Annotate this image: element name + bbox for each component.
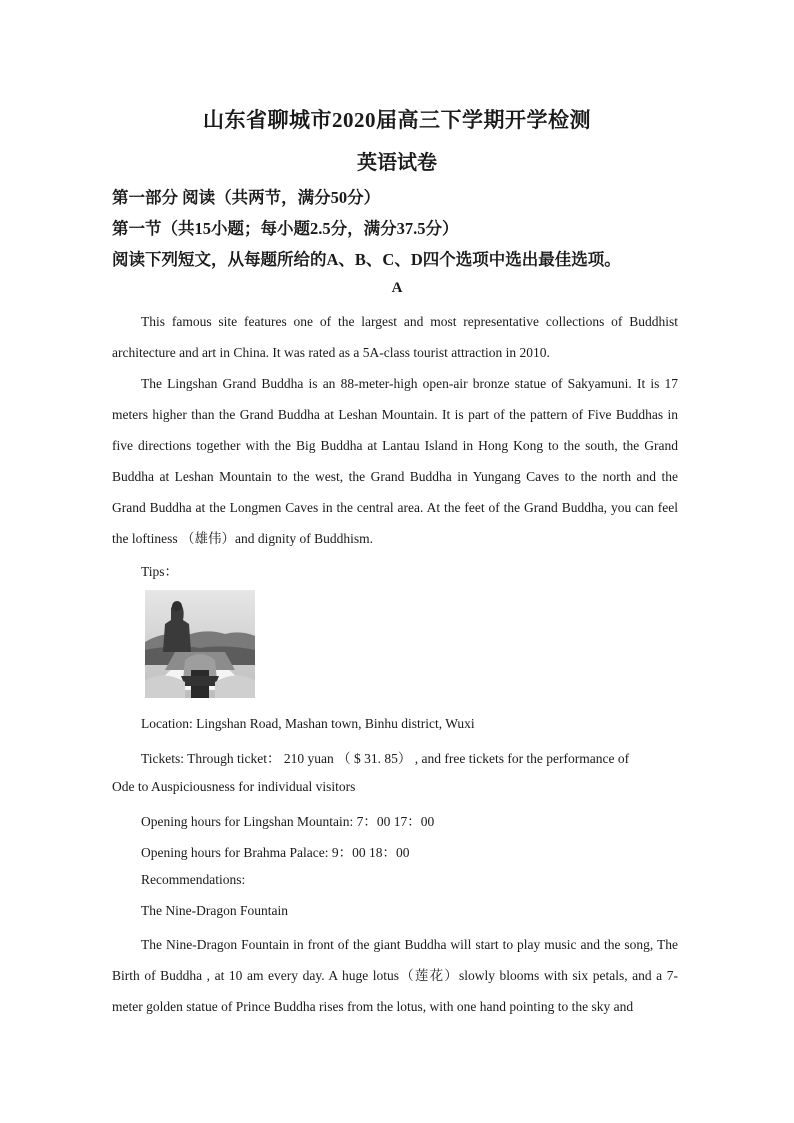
location-line: Location: Lingshan Road, Mashan town, Binhu district, Wuxi (141, 716, 475, 731)
passage-letter: A (391, 280, 403, 296)
opening-hours-mountain: Opening hours for Lingshan Mountain: 7：00 17：00 (141, 814, 435, 829)
part-heading: 第一部分 阅读（共两节，满分50分） (112, 188, 381, 207)
tickets-line: Tickets: Through ticket： 210 yuan （ $ 31. 85） , and free tickets for the performance of (141, 751, 630, 766)
passage-paragraph-2: The Lingshan Grand Buddha is an 88-meter-high open-air bronze statue of Sakyamuni. It is 17 meters higher than the Grand Buddha at Leshan Mountain. It is part of the pattern of Five Buddhas in five directions together with the Big Buddha at Lantau Island in Hong Kong to the south, the Grand Buddha at Leshan Mountain to the west, the Grand Buddha in Yungang Caves to the north and the Grand Buddha at the Longmen Caves in the central area. At the feet of the Grand Buddha, you can feel the loftiness （雄伟）and dignity of Buddhism. (112, 376, 678, 546)
section-heading: 第一节（共15小题；每小题2.5分，满分37.5分） (112, 219, 459, 238)
opening-hours-palace: Opening hours for Brahma Palace: 9：00 18：00 (141, 845, 410, 860)
buddha-photo (145, 590, 255, 698)
passage-paragraph-1: This famous site features one of the largest and most representative collections of Buddhist architecture and art in China. It was rated as a 5A-class tourist attraction in 2010. (112, 314, 678, 360)
recommendations-label: Recommendations: (141, 872, 246, 887)
directions-text: 阅读下列短文，从每题所给的A、B、C、D四个选项中选出最佳选项。 (112, 250, 621, 269)
tips-label: Tips： (141, 564, 179, 579)
exam-title: 山东省聊城市2020届高三下学期开学检测 (203, 108, 591, 132)
fountain-title: The Nine-Dragon Fountain (141, 903, 288, 918)
passage-paragraph-3: The Nine-Dragon Fountain in front of the giant Buddha will start to play music and the song, The Birth of Buddha , at 10 am every day. A huge lotus（莲花）slowly blooms with six petals, and a 7-meter golden statue of Prince Buddha rises from the lotus, with one hand pointing to the sky and (112, 937, 678, 1014)
exam-subtitle: 英语试卷 (357, 152, 437, 174)
tickets-line-continued: Ode to Auspiciousness for individual visitors (112, 779, 356, 794)
